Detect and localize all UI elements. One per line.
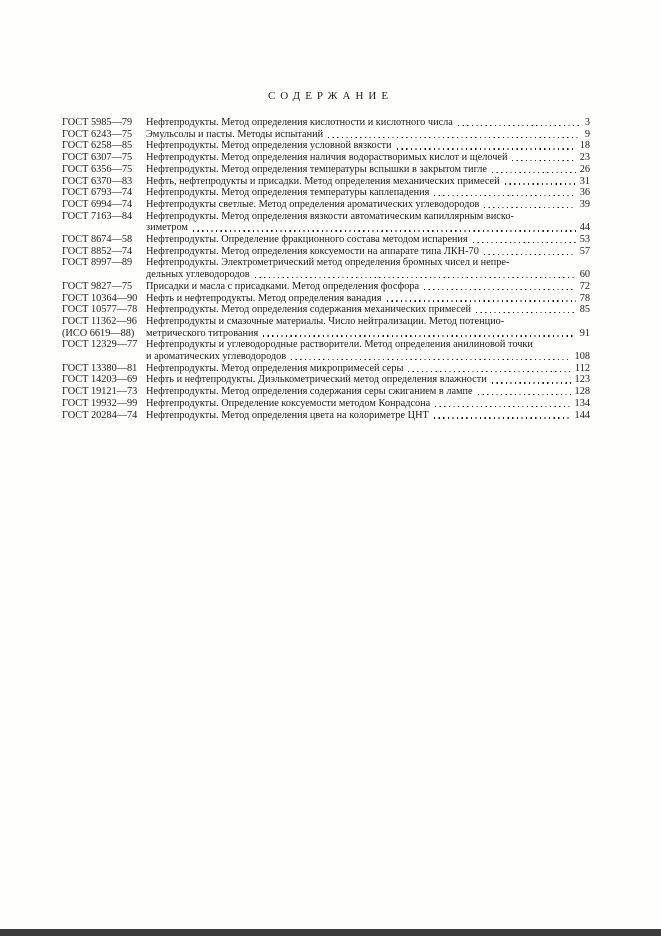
dot-leader: [473, 242, 576, 243]
toc-entry-title: Нефтепродукты. Определение фракционного состава методом испарения: [146, 234, 468, 246]
toc-entry-title: Нефтепродукты. Метод определения кислотности и кислотного числа: [146, 117, 453, 128]
toc-row: [62, 386, 590, 398]
toc-entry-standard: ГОСТ 19932—99: [62, 397, 138, 409]
toc-row: [62, 316, 590, 328]
toc-entry-title: Нефтепродукты и углеводородные растворители. Метод определения анилиновой точки: [146, 339, 533, 351]
toc-entry-standard: ГОСТ 11362—96: [62, 315, 137, 327]
toc-row: [62, 117, 590, 129]
toc-row: [62, 374, 590, 386]
toc-row: [62, 363, 590, 375]
toc-entry-title: Нефтепродукты. Метод определения температуры вспышки в закрытом тигле: [146, 163, 487, 175]
toc-entry-standard: ГОСТ 6307—75: [62, 152, 133, 164]
toc-entry-title: метрического титрования: [146, 327, 259, 339]
toc-row: [62, 328, 590, 340]
toc-entry-page: 128: [574, 386, 590, 398]
dot-leader: [255, 277, 576, 278]
dot-leader: [484, 207, 575, 208]
toc-entry-title: Нефть и нефтепродукты. Диэлькометрический метод определения влажности: [146, 374, 487, 386]
toc-entry-page: 123: [574, 374, 590, 386]
toc-row: [62, 269, 590, 281]
toc-entry-standard: ГОСТ 6994—74: [62, 198, 133, 210]
toc-entry-title: Нефть и нефтепродукты. Метод определения ванадия: [146, 292, 382, 304]
toc-row: [62, 222, 590, 234]
toc-entry-page: 78: [579, 292, 590, 304]
toc-row: [62, 187, 590, 199]
toc-row: [62, 339, 590, 351]
toc-row: [62, 176, 590, 188]
toc-row: [62, 152, 590, 164]
table-of-contents: [62, 117, 590, 421]
toc-row: [62, 257, 590, 269]
toc-entry-title: Эмульсолы и пасты. Методы испытаний: [146, 128, 324, 140]
toc-entry-page: 72: [579, 280, 590, 292]
toc-row: [62, 281, 590, 293]
toc-entry-title: Нефтепродукты. Электрометрический метод определения бромных чисел и непре-: [146, 257, 510, 269]
toc-entry-title: Нефтепродукты. Метод определения цвета на колориметре ЦНТ: [146, 409, 429, 421]
dot-leader: [512, 160, 575, 161]
toc-entry-title: Нефть, нефтепродукты и присадки. Метод определения механических примесей: [146, 175, 500, 187]
dot-leader: [434, 417, 571, 418]
toc-entry-page: 31: [579, 175, 590, 187]
toc-entry-page: 57: [579, 245, 590, 257]
toc-entry-standard: ГОСТ 13380—81: [62, 362, 138, 374]
toc-entry-page: 39: [579, 198, 590, 210]
toc-entry-title: и ароматических углеводородов: [146, 351, 287, 363]
toc-entry-page: 60: [579, 269, 590, 281]
toc-entry-page: 26: [579, 163, 590, 175]
toc-entry-page: 108: [574, 351, 590, 363]
toc-entry-title: Нефтепродукты. Метод определения коксуемости на аппарате типа ЛКН-70: [146, 245, 479, 257]
dot-leader: [424, 289, 576, 290]
toc-entry-standard: ГОСТ 6356—75: [62, 163, 133, 175]
dot-leader: [408, 371, 570, 372]
dot-leader: [492, 172, 576, 173]
toc-row: [62, 164, 590, 176]
toc-entry-page: 36: [579, 187, 590, 199]
toc-entry-standard: ГОСТ 14203—69: [62, 374, 138, 386]
dot-leader: [397, 148, 576, 149]
toc-row: [62, 234, 590, 246]
toc-entry-page: 9: [584, 128, 590, 140]
toc-entry-standard: ГОСТ 20284—74: [62, 409, 138, 421]
toc-entry-title: Нефтепродукты. Метод определения содержания механических примесей: [146, 304, 471, 316]
toc-entry-page: 53: [579, 234, 590, 246]
toc-entry-page: 85: [579, 304, 590, 316]
toc-entry-page: 18: [579, 140, 590, 152]
dot-leader: [484, 254, 576, 255]
toc-entry-title: дельных углеводородов: [146, 269, 250, 281]
dot-leader: [435, 406, 570, 407]
toc-row: [62, 293, 590, 305]
toc-row: [62, 351, 590, 363]
dot-leader: [476, 312, 576, 313]
toc-entry-standard: ГОСТ 6243—75: [62, 128, 133, 140]
toc-entry-standard: ГОСТ 6793—74: [62, 187, 133, 199]
toc-entry-standard: ГОСТ 6370—83: [62, 175, 133, 187]
toc-entry-standard: ГОСТ 6258—85: [62, 140, 133, 152]
toc-entry-page: 3: [584, 117, 590, 128]
page-title: СОДЕРЖАНИЕ: [267, 90, 394, 102]
dot-leader: [505, 183, 576, 184]
toc-row: [62, 304, 590, 316]
toc-row: [62, 199, 590, 211]
dot-leader: [478, 394, 571, 395]
toc-entry-title: Присадки и масла с присадками. Метод определения фосфора: [146, 280, 420, 292]
toc-entry-page: 134: [574, 397, 590, 409]
toc-row: [62, 246, 590, 258]
toc-entry-title: Нефтепродукты. Метод определения наличия водорастворимых кислот и щелочей: [146, 152, 508, 164]
toc-entry-title: Нефтепродукты. Метод определения условной вязкости: [146, 140, 392, 152]
toc-row: [62, 211, 590, 223]
toc-row: [62, 410, 590, 422]
dot-leader: [291, 359, 570, 360]
toc-entry-standard: ГОСТ 12329—77: [62, 339, 138, 351]
scan-edge-artifact: [0, 929, 661, 936]
toc-row: [62, 398, 590, 410]
dot-leader: [328, 137, 581, 138]
toc-entry-title: Нефтепродукты. Метод определения температуры каплепадения: [146, 187, 430, 199]
toc-entry-page: 23: [579, 152, 590, 164]
toc-entry-standard: ГОСТ 8997—89: [62, 257, 133, 269]
toc-entry-title: Нефтепродукты. Метод определения содержания серы сжиганием в лампе: [146, 386, 473, 398]
toc-row: [62, 140, 590, 152]
toc-entry-title: Нефтепродукты. Определение коксуемости методом Конрадсона: [146, 397, 431, 409]
toc-entry-standard: ГОСТ 19121—73: [62, 386, 138, 398]
toc-entry-page: 144: [574, 409, 590, 421]
toc-entry-page: 112: [574, 362, 590, 374]
dot-leader: [193, 230, 576, 231]
dot-leader: [263, 335, 575, 336]
toc-entry-title: Нефтепродукты и смазочные материалы. Число нейтрализации. Метод потенцио-: [146, 315, 505, 327]
toc-entry-page: 44: [579, 222, 590, 234]
dot-leader: [492, 382, 571, 383]
dot-leader: [434, 195, 575, 196]
toc-entry-title: Нефтепродукты. Метод определения вязкости автоматическим капиллярным виско-: [146, 210, 514, 222]
toc-entry-standard: ГОСТ 10577—78: [62, 304, 138, 316]
toc-entry-standard: ГОСТ 9827—75: [62, 280, 133, 292]
toc-entry-standard: ГОСТ 8852—74: [62, 245, 133, 257]
toc-entry-standard: ГОСТ 5985—79: [62, 117, 133, 128]
dot-leader: [387, 300, 576, 301]
dot-leader: [458, 125, 581, 126]
toc-entry-standard: (ИСО 6619—88): [62, 327, 135, 339]
toc-entry-standard: ГОСТ 7163—84: [62, 210, 133, 222]
toc-entry-standard: ГОСТ 8674—58: [62, 234, 133, 246]
toc-entry-title: зиметром: [146, 222, 188, 234]
toc-row: [62, 129, 590, 141]
toc-entry-page: 91: [579, 327, 590, 339]
toc-entry-title: Нефтепродукты светлые. Метод определения ароматических углеводородов: [146, 198, 480, 210]
toc-entry-standard: ГОСТ 10364—90: [62, 292, 138, 304]
toc-entry-title: Нефтепродукты. Метод определения микропримесей серы: [146, 362, 404, 374]
